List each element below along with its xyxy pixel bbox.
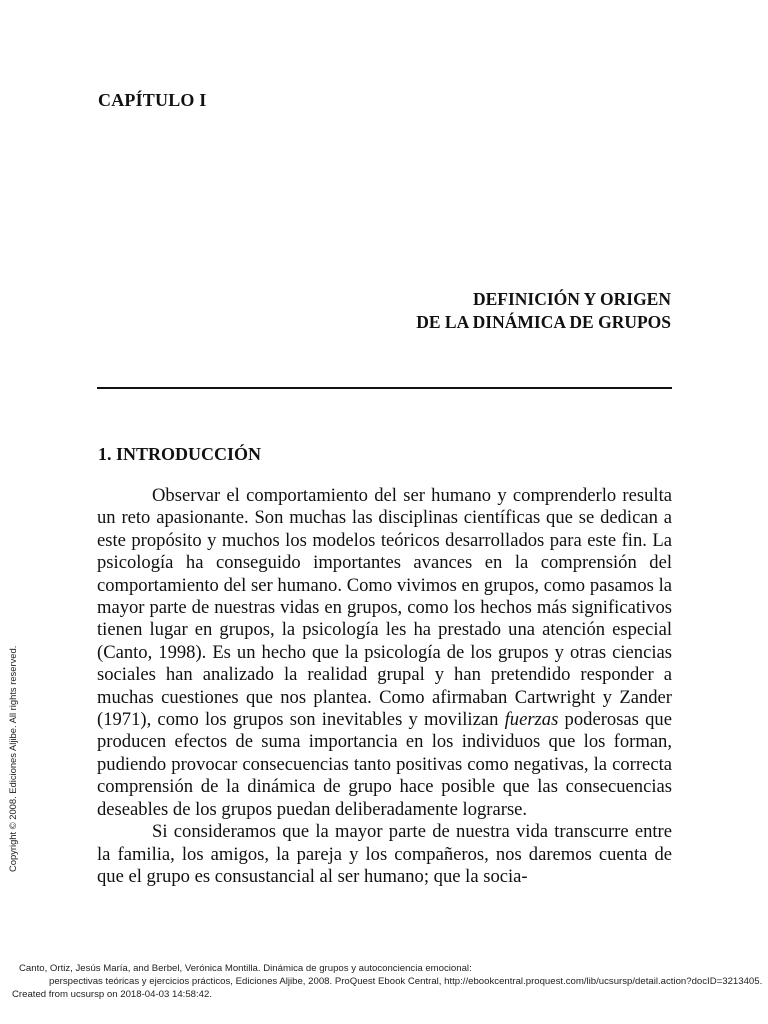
chapter-label: CAPÍTULO I [98,90,207,110]
citation-line-2: perspectivas teóricas y ejercicios prácticos, Ediciones Aljibe, 2008. ProQuest Ebook Central, http://ebookcentral.proquest.com/lib/ucsursp/detail.action?docID=3213405. [49,976,763,987]
copyright-sidebar [7,626,21,872]
chapter-title-line-1: DEFINICIÓN Y ORIGEN [472,289,671,309]
section-heading: 1. INTRODUCCIÓN [98,444,262,464]
paragraph-1 [97,485,672,821]
title-divider [97,387,672,389]
citation-line-3: Created from ucsursp on 2018-04-03 14:58:42. [12,989,212,1000]
paragraph-2: Si consideramos que la mayor parte de nuestra vida transcurre entre la familia, los amigos, la pareja y los compañeros, nos daremos cuenta de que el grupo es consustancial al ser humano; que la socia- [97,821,672,887]
citation-footer [0,962,768,1001]
citation-line-1: Canto, Ortiz, Jesús María, and Berbel, Verónica Montilla. Dinámica de grupos y autoconciencia emocional: [19,963,472,974]
paragraph-1-part-b: poderosas que producen efectos de suma importancia en los individuos que los forman, pudiendo provocar consecuencias tanto positivas como negativas, la correcta comprensión de la dinámica de grupo hace posible que las consecuencias deseables de los grupos puedan deliberadamente lograrse. [97,709,672,820]
body-text [97,485,672,888]
copyright-notice: Copyright © 2008. Ediciones Aljibe. All rights reserved. [7,645,18,872]
paragraph-1-emphasis: fuerzas [504,709,559,731]
chapter-title [416,288,671,334]
chapter-title-line-2: DE LA DINÁMICA DE GRUPOS [416,312,671,332]
paragraph-1-part-a: Observar el comportamiento del ser humano y comprenderlo resulta un reto apasionante. Son muchas las disciplinas científicas que se dedican a este propósito y muchos los modelos teóricos desarrollados para este fin. La psicología ha conseguido importantes avances en la comprensión del comportamiento del ser humano. Como vivimos en grupos, como pasamos la mayor parte de nuestras vidas en grupos, como los hechos más significativos tienen lugar en grupos, la psicología les ha prestado una atención especial (Canto, 1998). Es un hecho que la psicología de los grupos y otras ciencias sociales han analizado la realidad grupal y han pretendido responder a muchas cuestiones que nos plantea. Como afirmaban Cartwright y Zander (1971), como los grupos son inevitables y movilizan [97,485,672,731]
